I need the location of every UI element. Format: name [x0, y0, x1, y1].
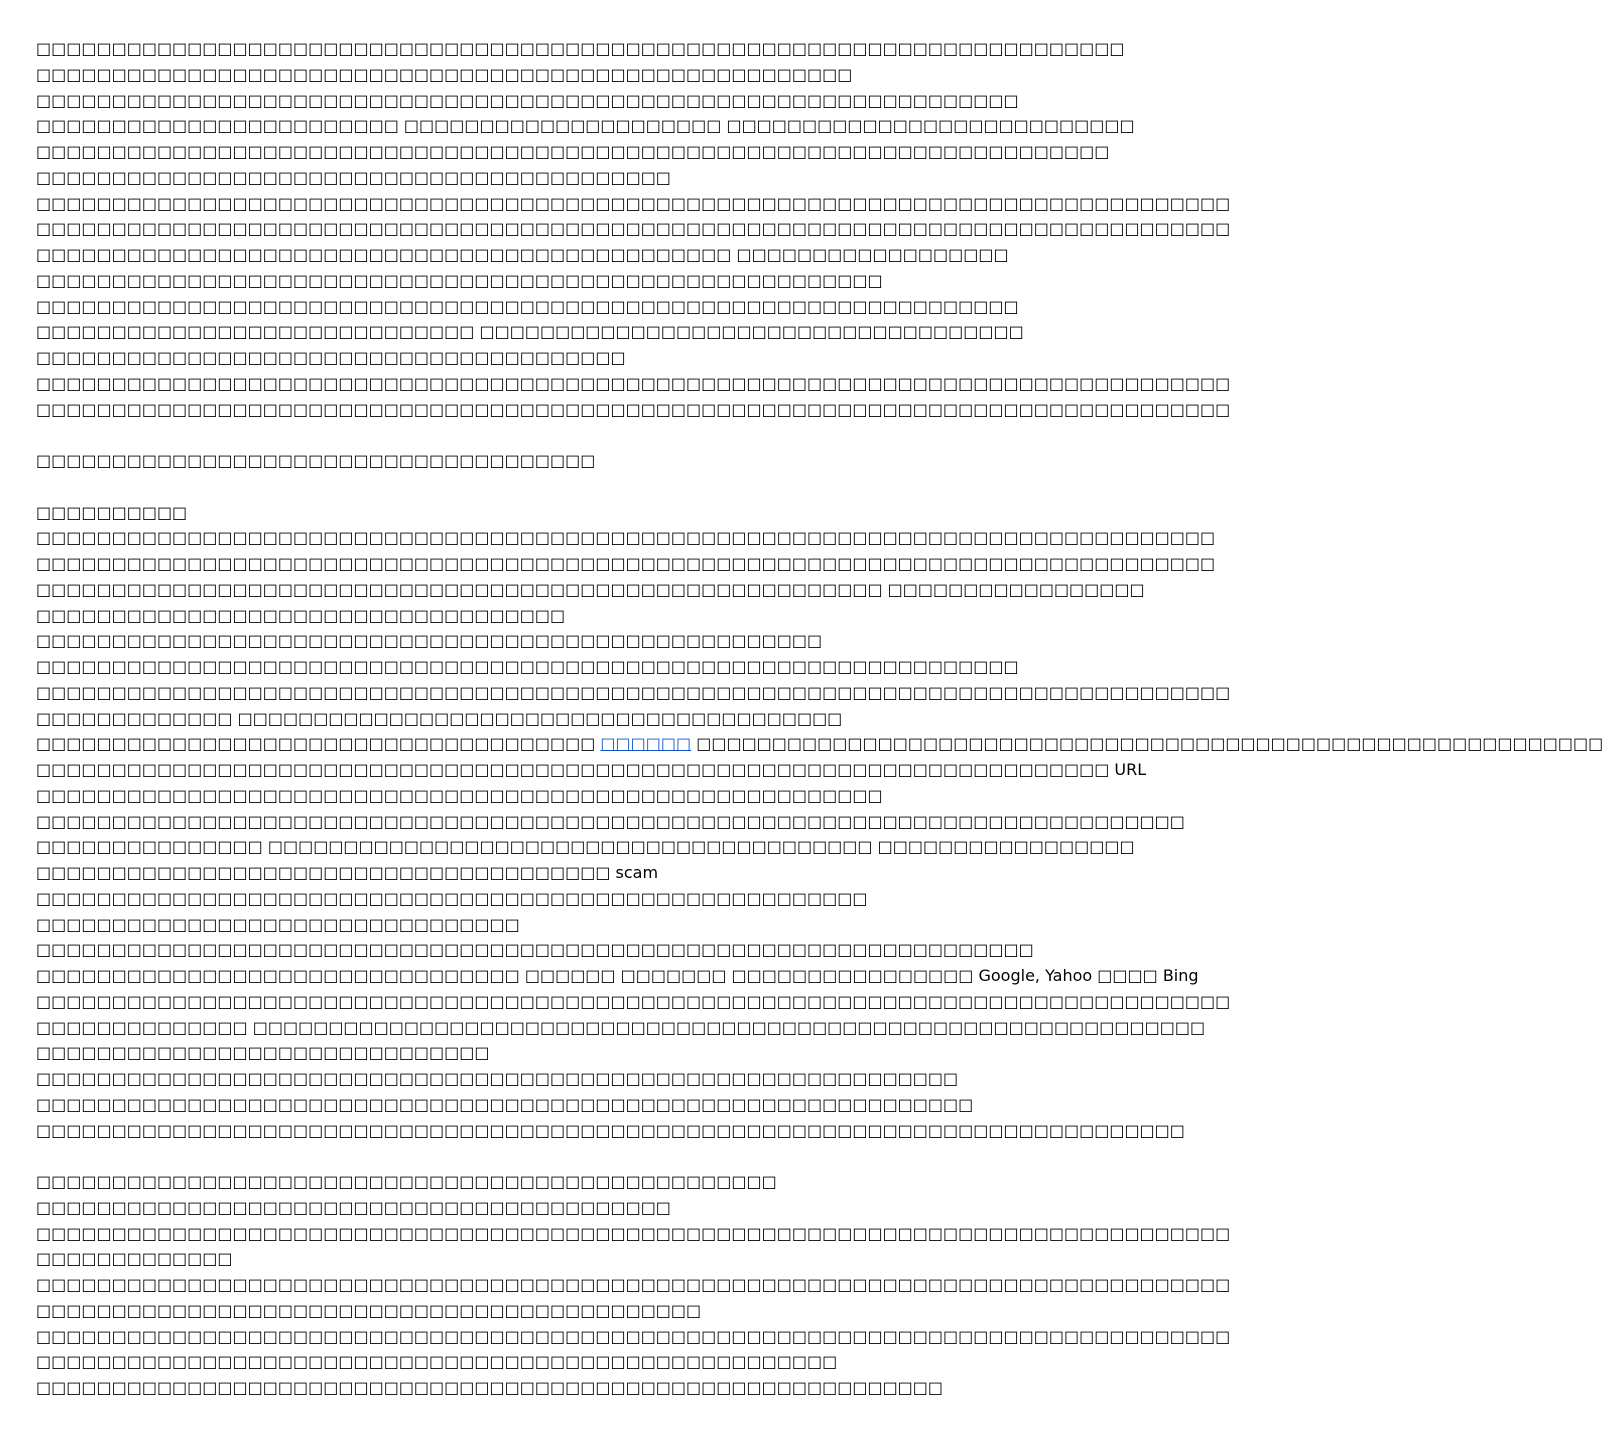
text-line: □□□□□□□□□□□□□□□□□□□□□□□□□□□□□□□□□□□□□□□□□□□□□□□□□□□□□□□□□□□□□□□□□□□□□□□□□□□□□□□ [36, 991, 1231, 1011]
text-line: □□□□□□□□□□□□□□□□□□□□□□□□□□□□□□□□□□□□□□□□□□□□□□□□□□□□□□□□□□□□□□□□□□□□□□□□□□□□□□□ [36, 1223, 1231, 1243]
text-line: □□□□□□□□□□□□□□□ □□□□□□□□□□□□□□□□□□□□□□□□□□□□□□□□□□□□□□□□ □□□□□□□□□□□□□□□□□ [36, 837, 1135, 857]
blank-line [36, 1143, 990, 1169]
text-line: □□□□□□□□□□□□□□□□□□□□□□□□□□□□□□□□□□□□□□□□□□□□□□□□□□□□□□□ [36, 888, 868, 908]
text-line: □□□□□□□□□□□□□□□□□□□□□□□□□□□□□□□□□□□□□□□□□□ [36, 167, 671, 187]
text-line: □□□□□□□□□□□□□□□□□□□□□□□□□□□□□□□□□□□□□□□□□□□□□□□□□□□□□□□□□□□□□□□□□ [36, 296, 1019, 316]
text-line: □□□□□□□□□□□□□□□□□□□□□□□□□□□□□□□□□□□□□□□□□□□□□□□□□□□□□□□□□□□□□□□□□□□□□□□□□□□□□□□ [36, 1326, 1231, 1346]
text-line: □□□□□□□□□□ [36, 502, 188, 522]
text-line: □□□□□□□□□□□□□□□□□□□□□□□□□□□□□□□□□□□□□□□□□□□□□□□□□□□□□ [36, 1352, 838, 1372]
text-line: □□□□□□□□□□□□□□□□□□□□□□□□ □□□□□□□□□□□□□□□□□□□□□ □□□□□□□□□□□□□□□□□□□□□□□□□□□ [36, 116, 1135, 136]
text-line: □□□□□□□□□□□□□□□□□□□□□□□□□□□□□□□□□□□□□□□□□□□□□□□□□□□□□□□□□□□□□□□□□□□□□□□□□□□□ [36, 1120, 1185, 1140]
text-line: □□□□□□□□□□□□□□□□□□□□□□□□□□□□□□□□□□□□□ [36, 451, 596, 470]
text-line: □□□□□□□□□□□□□□□□□□□□□□□□□□□□□□□□□□□□□□□□□□□□□□□□□□□□□□□□□□□□□□□□□□□□□□□□□□□□□□□ [36, 682, 1231, 702]
text-line: □□□□□□□□□□□□□□□□□□□□□□□□□□□□□□□□ □□□□□□ □□□□□□□ □□□□□□□□□□□□□□□□ Google, Yahoo □□□□ Bing [36, 966, 1199, 985]
text-line: □□□□□□□□□□□□□□□□□□□□□□□□□□□□□□□□□□□ [36, 605, 566, 625]
text-line: □□□□□□□□□□□□□□□□□□□□□□□□□□□□□□□□□□□□□□□□□□□□□□□□□□□□□□□□□□□□□□□□□□□□□□□ URL [36, 760, 1147, 779]
text-line: □□□□□□□□□□□□□□ □□□□□□□□□□□□□□□□□□□□□□□□□□□□□□□□□□□□□□□□□□□□□□□□□□□□□□□□□□□□□□□ [36, 1017, 1206, 1037]
text-line: □□□□□□□□□□□□□□□□□□□□□□□□□□□□□□□□□□□□□□□ [36, 348, 626, 367]
blank-line [36, 422, 990, 448]
text-line: □□□□□□□□□□□□□□□□□□□□□□□□□□□□□□□□□□□□□□□□□□□□□□□□□□□□□□□□□□□□□□□□□□□□□□□□□□□□□□ [36, 554, 1216, 573]
text-line: □□□□□□□□□□□□□□□□□□□□□□□□□□□□□□□□□□□□□□□□□□□□□□□□□□□□□□□□□□□□□□□□□□□□□□□□□□□□□□□ [36, 1275, 1231, 1294]
text-line: □□□□□□□□□□□□□□□□□□□□□□□□□□□□□□□□□□□□□□□□□□□□□□□□□□□□□□□□□□□□ [36, 1378, 944, 1397]
text-line: □□□□□□□□□□□□□□□□□□□□□□□□□□□□□□□□□□□□□□□□□□□□□□□□□□□□□□□□□□□□□□□□□□□□□□□□□□□□□□□ [36, 373, 1231, 393]
text-line: □□□□□□□□□□□□□□□□□□□□□□□□□□□□□□□□□□□□□□□□□□□□□□□□□□□□□□□□□□□□□□□□□□□□□□□□□□□□□□□ [36, 399, 1231, 419]
text-line: □□□□□□□□□□□□□ □□□□□□□□□□□□□□□□□□□□□□□□□□□□□□□□□□□□□□□□ [36, 708, 843, 728]
text-line: □□□□□□□□□□□□□□□□□□□□□□□□□□□□□□□□□□□□□□□□□□□□□□□□□□□□□□□□ □□□□□□□□□□□□□□□□□ [36, 579, 1145, 599]
text-line-with-link [36, 731, 1603, 757]
text-line: □□□□□□□□□□□□□□□□□□□□□□□□□□□□□□□□□□□□□□□□□□□□□□□□□□□□□□□□□□□□□□□□□□□□□□□□□□□□□□□ [36, 193, 1231, 213]
text-line: □□□□□□□□□□□□□□□□□□□□□□□□□□□□□□□□□□□□□□□□□□□□□□□□□□□□□□□□□□□□□□□□□ [36, 657, 1019, 676]
text-line: □□□□□□□□□□□□□□□□□□□□□□□□□□□□□□□□□□□□□□□□□□□□□□□□□□□□□□□□□□□□□□ [36, 1094, 974, 1114]
text-line: □□□□□□□□□□□□□□□□□□□□□□□□□□□□□□□□□□□□□□□□□□□□□□□□□□□□ [36, 631, 823, 651]
text-line: □□□□□□□□□□□□□□□□□□□□□□□□□□□□□□□□□□□□□□□□□□□□□□□□□□□□□□□□□□□□□□□□□ [36, 90, 1019, 110]
text-line: □□□□□□□□□□□□□□□□□□□□□□□□□□□□□□□□□□□□□□ scam [36, 863, 659, 882]
text-line: □□□□□□□□□□□□□□□□□□□□□□□□□□□□□□□□□□□□□□□□□□□□□□□□□□□□□□□□ [36, 785, 883, 805]
text-line: □□□□□□□□□□□□□□□□□□□□□□□□□□□□□□□□□□□□□□□□□□□□□□□□□□□□□□□□□□□□□□□□□□ [36, 940, 1034, 960]
blank-line [36, 474, 990, 500]
text-line: □□□□□□□□□□□□□□□□□□□□□□□□□□□□□□□□□□□□□□□□□□□□□□□□□□□□□□□□□□□□□□□□□□□□□□□□□□□□□□□ [36, 219, 1231, 239]
text-line: □□□□□□□□□□□□□□□□□□□□□□□□□□□□□□□□□□□□□□□□□□□□□□□□□□□□□□□□□□□□□□□□□□□□□□□□ [36, 39, 1125, 58]
text-line: □□□□□□□□□□□□□□□□□□□□□□□□□□□□□□□□□□□□□□□□□□□□□□□□□□□□□□□□□□□□□□□□□□□□□□□□□□□□□□ [36, 528, 1216, 548]
text-line: □□□□□□□□□□□□□□□□□□□□□□□□□□□□□□□□□□□□□□□□□□□□□□□□□□□□□□□□□□□□□□□□□□□□□□□□□□□□ [36, 811, 1185, 831]
text-line: □□□□□□□□□□□□□□□□□□□□□□□□□□□□□□□□□□□□□□□□□□□□□□□□□□□□□□□□ [36, 270, 883, 290]
text-before-link: □□□□□□□□□□□□□□□□□□□□□□□□□□□□□□□□□□□□□ [36, 734, 601, 754]
text-line: □□□□□□□□□□□□□□□□□□□□□□□□□□□□□□□□□□□□□□□□□□ [36, 1197, 671, 1217]
text-line: □□□□□□□□□□□□□□□□□□□□□□□□□□□□□ □□□□□□□□□□□□□□□□□□□□□□□□□□□□□□□□□□□□ [36, 322, 1024, 342]
document-body [36, 36, 1603, 1401]
text-line: □□□□□□□□□□□□□□□□□□□□□□□□□□□□□□□□□□□□□□□□□□□□□□ □□□□□□□□□□□□□□□□□□ [36, 245, 1009, 264]
inline-link[interactable]: □□□□□□ [600, 734, 692, 754]
text-line: □□□□□□□□□□□□□□□□□□□□□□□□□□□□□□□□ [36, 914, 520, 934]
text-after-link: □□□□□□□□□□□□□□□□□□□□□□□□□□□□□□□□□□□□□□□□□□□□□□□□□□□□□□□□□□□□ [691, 734, 1603, 754]
text-line: □□□□□□□□□□□□□□□□□□□□□□□□□□□□□□□□□□□□□□□□□□□□□□□□□□□□□□ [36, 64, 853, 84]
text-line: □□□□□□□□□□□□□□□□□□□□□□□□□□□□□□□□□□□□□□□□□□□□ [36, 1300, 702, 1320]
text-line: □□□□□□□□□□□□□□□□□□□□□□□□□□□□□□□□□□□□□□□□□□□□□□□□□ [36, 1172, 777, 1191]
text-line: □□□□□□□□□□□□□ [36, 1249, 233, 1269]
text-line: □□□□□□□□□□□□□□□□□□□□□□□□□□□□□□□□□□□□□□□□□□□□□□□□□□□□□□□□□□□□□□□□□□□□□□□ [36, 142, 1110, 161]
text-line: □□□□□□□□□□□□□□□□□□□□□□□□□□□□□□ [36, 1043, 490, 1063]
text-line: □□□□□□□□□□□□□□□□□□□□□□□□□□□□□□□□□□□□□□□□□□□□□□□□□□□□□□□□□□□□□ [36, 1069, 959, 1088]
